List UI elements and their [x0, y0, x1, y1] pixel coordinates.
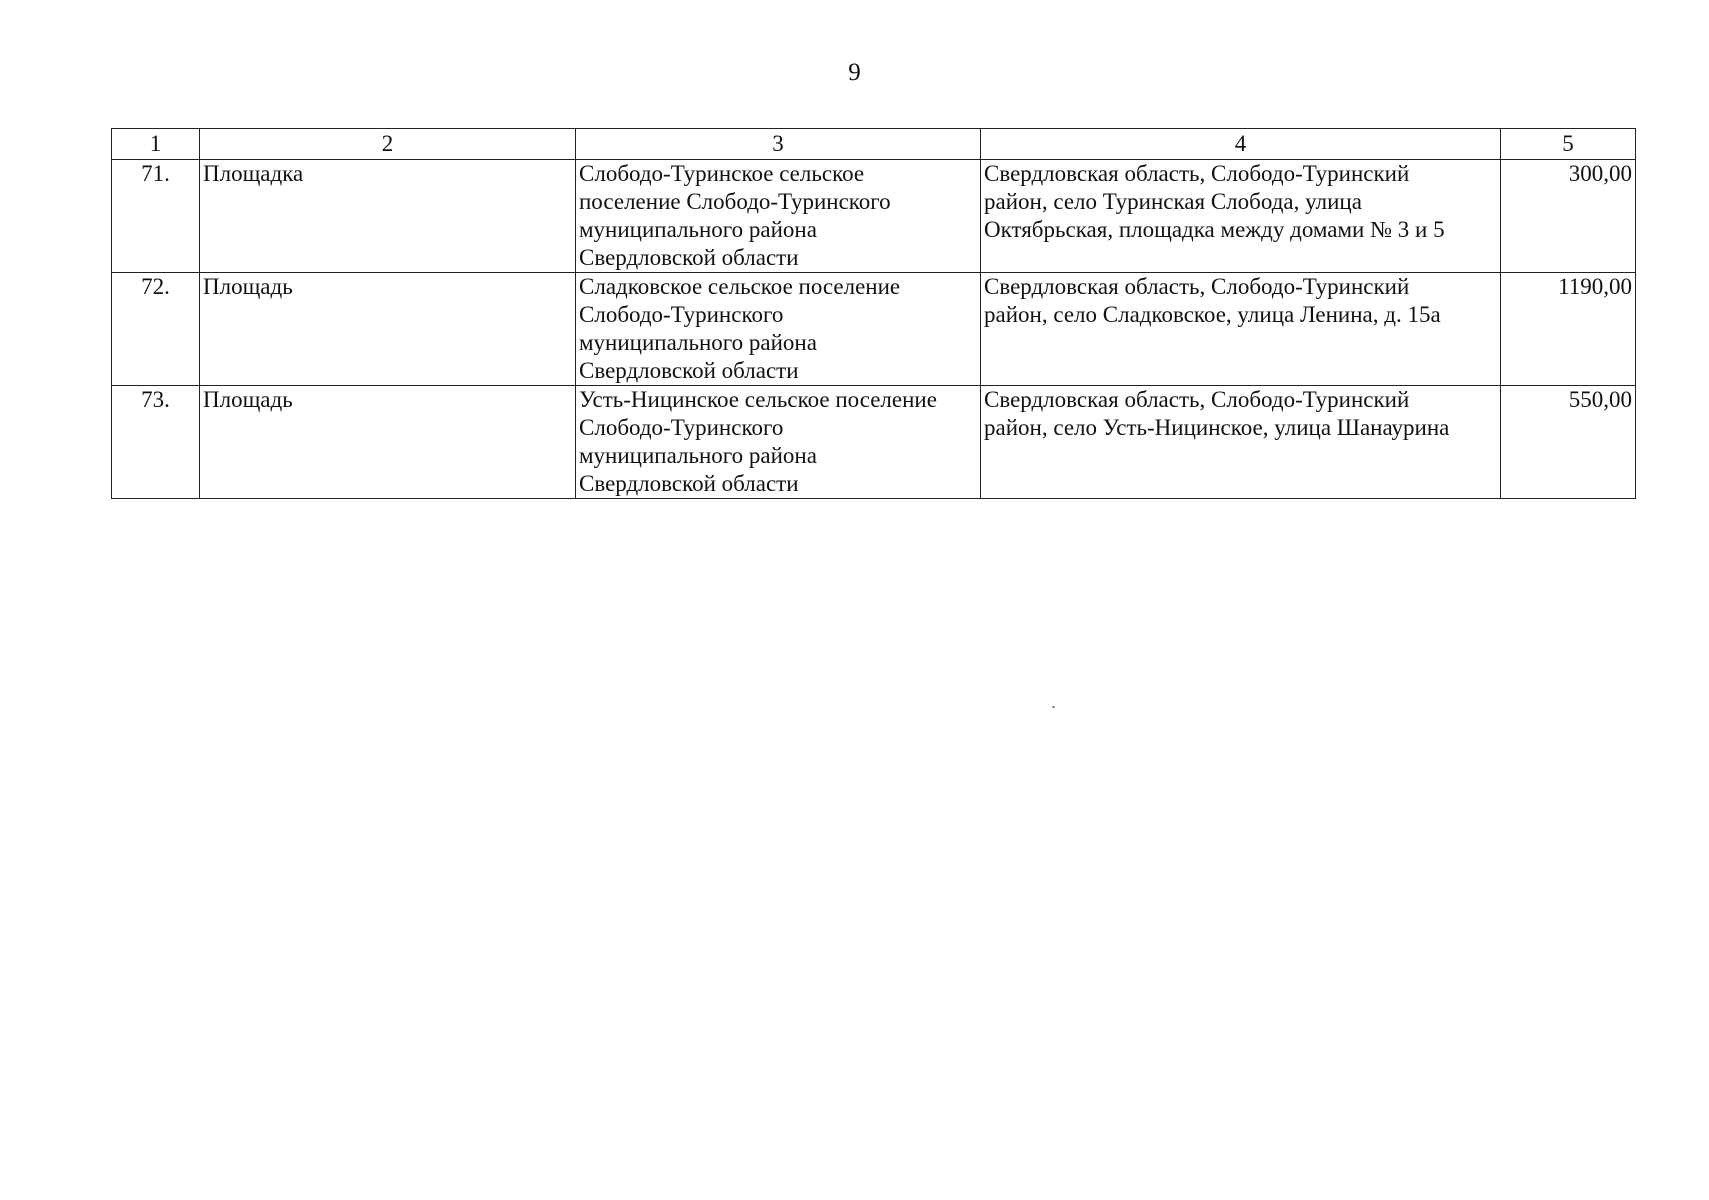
row-number: 72.: [112, 273, 200, 386]
row-number: 71.: [112, 160, 200, 273]
address-line: Свердловская область, Слободо-Туринский: [984, 274, 1410, 299]
column-header-3: 3: [576, 129, 981, 160]
address: [981, 160, 1501, 273]
address-line: район, село Усть-Ницинское, улица Шанаурина: [984, 415, 1450, 440]
page-number: 9: [848, 59, 861, 86]
object-name: Площадь: [200, 386, 576, 499]
table-row: [112, 160, 1636, 273]
settlement-line: муниципального района: [579, 217, 817, 242]
settlement-line: Сладковское сельское поселение: [579, 274, 901, 299]
column-header-4: 4: [981, 129, 1501, 160]
column-header-2: 2: [200, 129, 576, 160]
settlement-line: Слободо-Туринского: [579, 302, 784, 327]
address-line: район, село Сладковское, улица Ленина, д. 15а: [984, 302, 1441, 327]
object-name: Площадка: [200, 160, 576, 273]
address-line: Октябрьская, площадка между домами № 3 и 5: [984, 217, 1445, 242]
settlement: [576, 386, 981, 499]
settlement-line: Усть-Ницинское сельское поселение: [579, 387, 937, 412]
area-value: 550,00: [1501, 386, 1636, 499]
settlement: [576, 273, 981, 386]
address: [981, 273, 1501, 386]
area-value: 1190,00: [1501, 273, 1636, 386]
settlement-line: поселение Слободо-Туринского: [579, 189, 891, 214]
settlement-line: муниципального района: [579, 443, 817, 468]
settlement-line: Слободо-Туринского: [579, 415, 784, 440]
area-value: 300,00: [1501, 160, 1636, 273]
column-header-1: 1: [112, 129, 200, 160]
address-line: Свердловская область, Слободо-Туринский: [984, 161, 1410, 186]
object-name: Площадь: [200, 273, 576, 386]
row-number: 73.: [112, 386, 200, 499]
scan-speck: [1052, 706, 1055, 708]
table-row: [112, 386, 1636, 499]
address: [981, 386, 1501, 499]
settlement-line: Свердловской области: [579, 358, 799, 383]
settlement-line: Слободо-Туринское сельское: [579, 161, 865, 186]
settlement-line: Свердловской области: [579, 471, 799, 496]
table-row: [112, 273, 1636, 386]
settlement-line: Свердловской области: [579, 245, 799, 270]
settlement: [576, 160, 981, 273]
column-header-5: 5: [1501, 129, 1636, 160]
registry-table: [111, 128, 1636, 499]
address-line: Свердловская область, Слободо-Туринский: [984, 387, 1410, 412]
column-number-header-row: [112, 129, 1636, 160]
address-line: район, село Туринская Слобода, улица: [984, 189, 1362, 214]
settlement-line: муниципального района: [579, 330, 817, 355]
